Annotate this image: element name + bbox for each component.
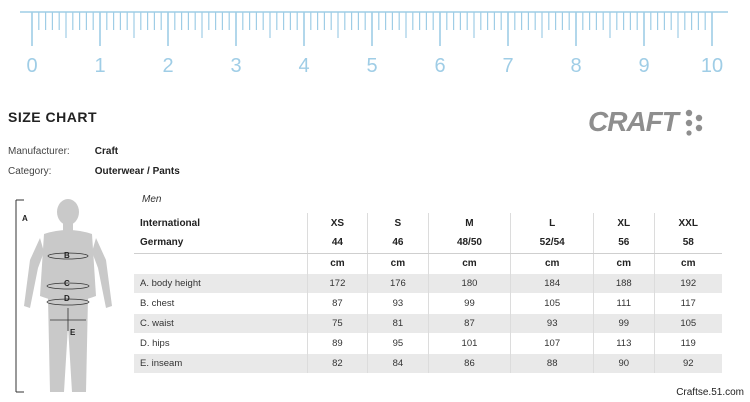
unit-cell: cm (307, 253, 367, 273)
table-cell: 87 (428, 313, 511, 333)
page-title: SIZE CHART (8, 109, 97, 125)
table-cell: 107 (511, 333, 594, 353)
header-cell: S (368, 213, 428, 233)
table-cell: 88 (511, 353, 594, 373)
header-cell: M (428, 213, 511, 233)
figure-label-d: D (64, 294, 70, 303)
table-cell: 84 (368, 353, 428, 373)
ruler (0, 0, 750, 80)
table-cell: 192 (654, 273, 722, 293)
unit-cell: cm (511, 253, 594, 273)
watermark: Craftse.51.com (676, 387, 744, 398)
table-cell: 119 (654, 333, 722, 353)
category-value: Outerwear / Pants (94, 166, 180, 177)
ruler-label: 6 (434, 55, 446, 77)
table-cell: 93 (511, 313, 594, 333)
ruler-label: 9 (638, 55, 650, 77)
row-label: D. hips (134, 333, 307, 353)
table-cell: 99 (594, 313, 654, 333)
table-cell: 82 (307, 353, 367, 373)
row-label: E. inseam (134, 353, 307, 373)
ruler-label: 1 (94, 55, 106, 77)
table-row (134, 313, 722, 333)
header-cell: 48/50 (428, 233, 511, 253)
table-cell: 101 (428, 333, 511, 353)
ruler-label: 10 (700, 55, 724, 77)
row-label: B. chest (134, 293, 307, 313)
table-cell: 87 (307, 293, 367, 313)
table-cell: 75 (307, 313, 367, 333)
header-cell: XL (594, 213, 654, 233)
logo-dots-icon (680, 107, 710, 137)
unit-cell: cm (654, 253, 722, 273)
table-cell: 117 (654, 293, 722, 313)
ruler-label: 8 (570, 55, 582, 77)
table-cell: 95 (368, 333, 428, 353)
row-label: A. body height (134, 273, 307, 293)
category-label: Category: (8, 166, 52, 177)
header-cell: 56 (594, 233, 654, 253)
ruler-label: 2 (162, 55, 174, 77)
table-cell: 99 (428, 293, 511, 313)
header-cell: XXL (654, 213, 722, 233)
table-cell: 176 (368, 273, 428, 293)
table-cell: 89 (307, 333, 367, 353)
figure-label-c: C (64, 279, 70, 288)
table-cell: 180 (428, 273, 511, 293)
table-cell: 113 (594, 333, 654, 353)
unit-cell: cm (428, 253, 511, 273)
table-cell: 105 (654, 313, 722, 333)
size-table (134, 213, 722, 373)
header-cell: 52/54 (511, 233, 594, 253)
row-label: C. waist (134, 313, 307, 333)
table-cell: 188 (594, 273, 654, 293)
manufacturer-label: Manufacturer: (8, 146, 70, 157)
table-cell: 93 (368, 293, 428, 313)
table-header-germany (134, 233, 722, 253)
table-cell: 86 (428, 353, 511, 373)
figure-label-a: A (22, 214, 28, 223)
table-cell: 92 (654, 353, 722, 373)
table-row (134, 273, 722, 293)
gender-label: Men (142, 194, 162, 205)
unit-cell (134, 253, 307, 273)
manufacturer-value: Craft (94, 146, 119, 157)
ruler-label: 4 (298, 55, 310, 77)
header-cell: Germany (134, 233, 307, 253)
unit-cell: cm (368, 253, 428, 273)
manufacturer-row (8, 146, 118, 157)
table-row (134, 333, 722, 353)
unit-cell: cm (594, 253, 654, 273)
ruler-label: 3 (230, 55, 242, 77)
table-cell: 184 (511, 273, 594, 293)
figure-label-e: E (70, 328, 76, 337)
ruler-label: 5 (366, 55, 378, 77)
table-cell: 105 (511, 293, 594, 313)
header-cell: 58 (654, 233, 722, 253)
table-cell: 172 (307, 273, 367, 293)
header-cell: 44 (307, 233, 367, 253)
table-row (134, 293, 722, 313)
ruler-label: 0 (26, 55, 38, 77)
header-cell: L (511, 213, 594, 233)
figure-label-b: B (64, 251, 70, 260)
table-cell: 81 (368, 313, 428, 333)
logo-text: CRAFT (588, 106, 678, 137)
craft-logo (588, 106, 710, 138)
header-cell: 46 (368, 233, 428, 253)
table-row (134, 353, 722, 373)
table-cell: 90 (594, 353, 654, 373)
ruler-label: 7 (502, 55, 514, 77)
table-unit-row (134, 253, 722, 273)
header-cell: XS (307, 213, 367, 233)
table-cell: 111 (594, 293, 654, 313)
header-cell: International (140, 217, 201, 229)
category-row (8, 166, 180, 177)
table-header-international (134, 213, 722, 233)
